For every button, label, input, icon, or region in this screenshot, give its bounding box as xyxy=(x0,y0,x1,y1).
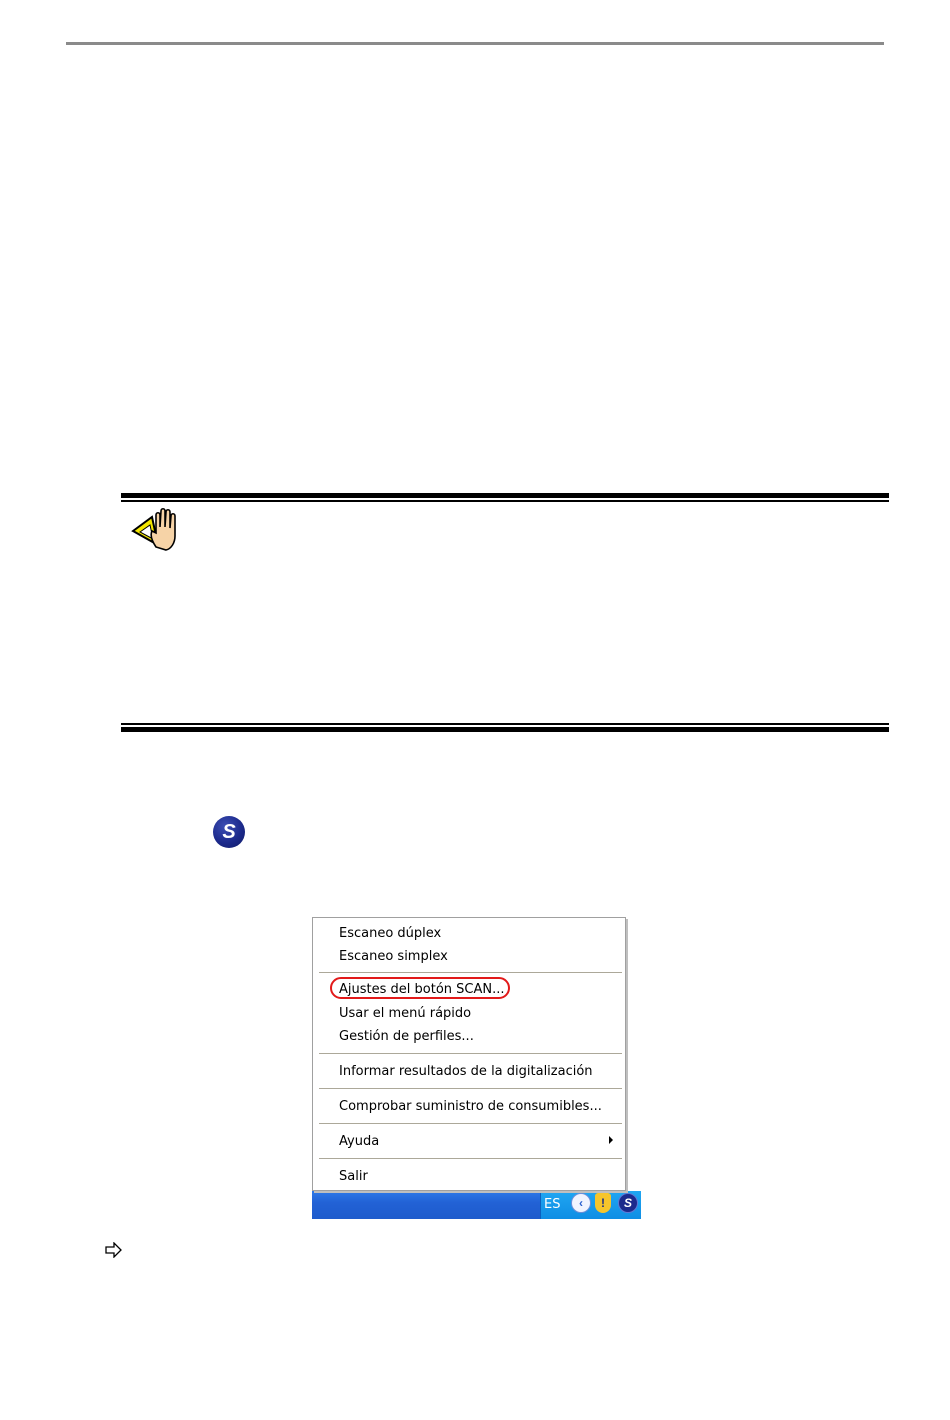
menu-separator xyxy=(319,972,622,973)
menu-separator xyxy=(319,1158,622,1159)
note-top-rule-thin xyxy=(121,500,889,502)
menu-item-report-results[interactable]: Informar resultados de la digitalización xyxy=(339,1064,593,1079)
menu-item-help[interactable]: Ayuda xyxy=(339,1134,380,1149)
header-rule xyxy=(66,42,884,45)
menu-item-scan-button-settings[interactable]: Ajustes del botón SCAN... xyxy=(339,982,505,997)
scanner-badge-icon: S xyxy=(213,816,245,848)
menu-separator xyxy=(319,1088,622,1089)
menu-separator xyxy=(319,1123,622,1124)
context-menu-screenshot xyxy=(312,917,640,1219)
note-top-rule xyxy=(121,493,889,498)
menu-item-profile-management[interactable]: Gestión de perfiles... xyxy=(339,1029,474,1044)
menu-item-quick-menu[interactable]: Usar el menú rápido xyxy=(339,1006,472,1021)
highlight-oval xyxy=(330,977,510,999)
menu-item-exit[interactable]: Salir xyxy=(339,1169,368,1184)
note-bottom-rule-thin xyxy=(121,723,889,725)
arrow-right-icon xyxy=(105,1242,123,1258)
hand-caution-icon xyxy=(130,503,190,551)
submenu-arrow-icon xyxy=(609,1136,613,1144)
menu-item-check-consumables[interactable]: Comprobar suministro de consumibles... xyxy=(339,1099,602,1114)
context-menu xyxy=(312,917,626,1191)
menu-item-simplex-scan[interactable]: Escaneo simplex xyxy=(339,949,448,964)
scanner-tray-icon[interactable]: S xyxy=(618,1193,638,1213)
note-bottom-rule xyxy=(121,727,889,732)
menu-item-duplex-scan[interactable]: Escaneo dúplex xyxy=(339,926,442,941)
back-arrow-icon[interactable]: ‹ xyxy=(571,1193,591,1213)
menu-separator xyxy=(319,1053,622,1054)
security-shield-icon[interactable]: ! xyxy=(595,1193,611,1213)
language-indicator[interactable]: ES xyxy=(544,1197,561,1212)
